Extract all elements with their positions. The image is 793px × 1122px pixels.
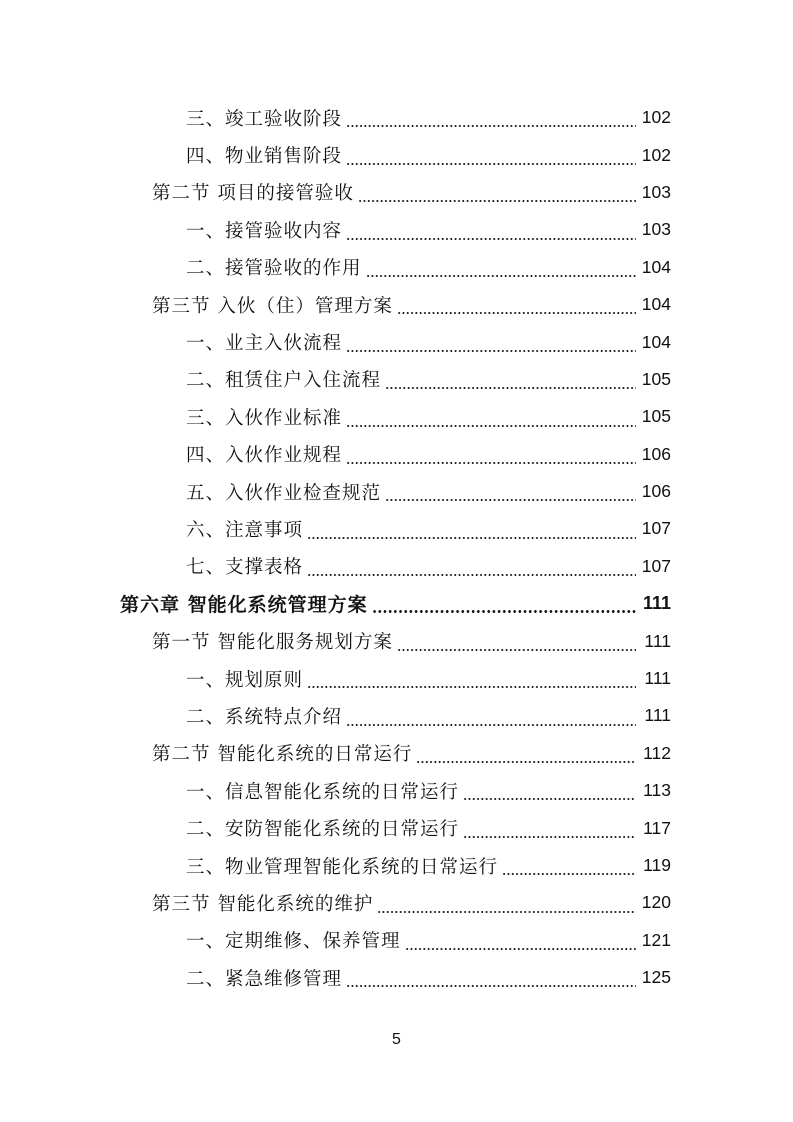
toc-entry-title: 四、物业销售阶段 (186, 146, 343, 168)
toc-entry-title: 一、信息智能化系统的日常运行 (186, 781, 460, 803)
toc-entry-page: 102 (641, 144, 671, 165)
toc-entry-title: 一、定期维修、保养管理 (186, 931, 401, 953)
toc-entry-page: 111 (644, 668, 671, 689)
toc-entry-page: 120 (641, 892, 671, 913)
toc-entry-title: 第一节 智能化服务规划方案 (152, 632, 393, 654)
toc-entry-page: 106 (641, 481, 671, 502)
toc-dot-leader (377, 911, 636, 913)
toc-dot-leader (346, 125, 636, 127)
toc-entry[interactable] (0, 286, 793, 323)
toc-entry-title: 三、物业管理智能化系统的日常运行 (186, 856, 499, 878)
toc-entry-page: 107 (641, 518, 671, 539)
toc-dot-leader (385, 499, 636, 501)
toc-dot-leader (346, 724, 636, 726)
toc-entry[interactable] (0, 959, 793, 996)
toc-entry[interactable] (0, 211, 793, 248)
toc-dot-leader (307, 686, 636, 688)
toc-entry-page: 112 (643, 742, 671, 763)
toc-entry-page: 103 (641, 219, 671, 240)
toc-entry[interactable] (0, 174, 793, 211)
toc-entry-title: 第三节 入伙（住）管理方案 (152, 295, 393, 317)
toc-dot-leader (416, 761, 636, 763)
toc-entry[interactable] (0, 99, 793, 136)
toc-entry-title: 一、规划原则 (186, 669, 304, 691)
toc-entry-page: 105 (641, 406, 671, 427)
toc-dot-leader (397, 312, 636, 314)
toc-entry-page: 125 (641, 967, 671, 988)
toc-entry-page: 111 (644, 630, 671, 651)
toc-entry-page: 102 (641, 107, 671, 128)
toc-dot-leader (346, 985, 636, 987)
toc-entry[interactable] (0, 398, 793, 435)
toc-entry-title: 一、业主入伙流程 (186, 333, 343, 355)
page-number: 5 (392, 1031, 401, 1048)
toc-dot-leader (405, 948, 636, 950)
toc-entry[interactable] (0, 249, 793, 286)
toc-dot-leader (346, 350, 636, 352)
toc-entry-page: 104 (641, 256, 671, 277)
toc-entry-page: 111 (644, 705, 671, 726)
toc-entry[interactable] (0, 660, 793, 697)
toc-entry-title: 三、入伙作业标准 (186, 407, 343, 429)
toc-dot-leader (346, 238, 636, 240)
toc-entry-title: 五、入伙作业检查规范 (186, 482, 382, 504)
toc-entry-title: 六、注意事项 (186, 519, 304, 541)
toc-entry-title: 四、入伙作业规程 (186, 445, 343, 467)
toc-entry-page: 104 (641, 331, 671, 352)
toc-dot-leader (463, 836, 636, 838)
toc-entry-title: 七、支撑表格 (186, 557, 304, 579)
toc-entry-page: 106 (641, 443, 671, 464)
toc-entry[interactable] (0, 510, 793, 547)
toc-dot-leader (366, 275, 636, 277)
toc-entry[interactable] (0, 473, 793, 510)
toc-entry-title: 第六章 智能化系统管理方案 (120, 594, 368, 617)
toc-dot-leader (385, 387, 636, 389)
toc-entry-page: 117 (643, 817, 671, 838)
toc-entry-title: 第二节 智能化系统的日常运行 (152, 744, 413, 766)
toc-entry[interactable] (0, 323, 793, 360)
toc-entry-title: 第二节 项目的接管验收 (152, 183, 354, 205)
toc-entry-title: 三、竣工验收阶段 (186, 108, 343, 130)
toc-dot-leader (463, 798, 636, 800)
toc-entry[interactable] (0, 436, 793, 473)
toc-dot-leader (502, 873, 636, 875)
toc-entry[interactable] (0, 585, 793, 622)
toc-entry[interactable] (0, 548, 793, 585)
toc-dot-leader (372, 610, 636, 613)
toc-entry[interactable] (0, 922, 793, 959)
toc-entry-title: 二、紧急维修管理 (186, 968, 343, 990)
toc-dot-leader (397, 649, 636, 651)
toc-entry[interactable] (0, 361, 793, 398)
toc-entry-title: 二、安防智能化系统的日常运行 (186, 819, 460, 841)
toc-entry[interactable] (0, 847, 793, 884)
toc-entry-page: 111 (642, 593, 671, 614)
toc-dot-leader (307, 537, 636, 539)
toc-entry[interactable] (0, 735, 793, 772)
toc-entry-page: 104 (641, 294, 671, 315)
toc-dot-leader (358, 200, 636, 202)
toc-entry[interactable] (0, 136, 793, 173)
toc-dot-leader (346, 163, 636, 165)
toc-entry-page: 107 (641, 555, 671, 576)
toc-entry[interactable] (0, 884, 793, 921)
table-of-contents (0, 99, 793, 996)
toc-entry-title: 二、租赁住户入住流程 (186, 370, 382, 392)
toc-entry-page: 105 (641, 368, 671, 389)
toc-dot-leader (346, 425, 636, 427)
toc-entry[interactable] (0, 772, 793, 809)
toc-entry-title: 二、接管验收的作用 (186, 258, 362, 280)
toc-dot-leader (346, 462, 636, 464)
toc-entry-title: 二、系统特点介绍 (186, 706, 343, 728)
toc-entry-title: 第三节 智能化系统的维护 (152, 893, 374, 915)
toc-entry-page: 103 (641, 181, 671, 202)
toc-entry[interactable] (0, 622, 793, 659)
toc-entry[interactable] (0, 809, 793, 846)
toc-entry-page: 119 (643, 855, 671, 875)
toc-entry-title: 一、接管验收内容 (186, 220, 343, 242)
toc-dot-leader (307, 574, 636, 576)
toc-entry-page: 121 (641, 929, 671, 950)
toc-entry[interactable] (0, 697, 793, 734)
toc-entry-page: 113 (643, 780, 671, 801)
